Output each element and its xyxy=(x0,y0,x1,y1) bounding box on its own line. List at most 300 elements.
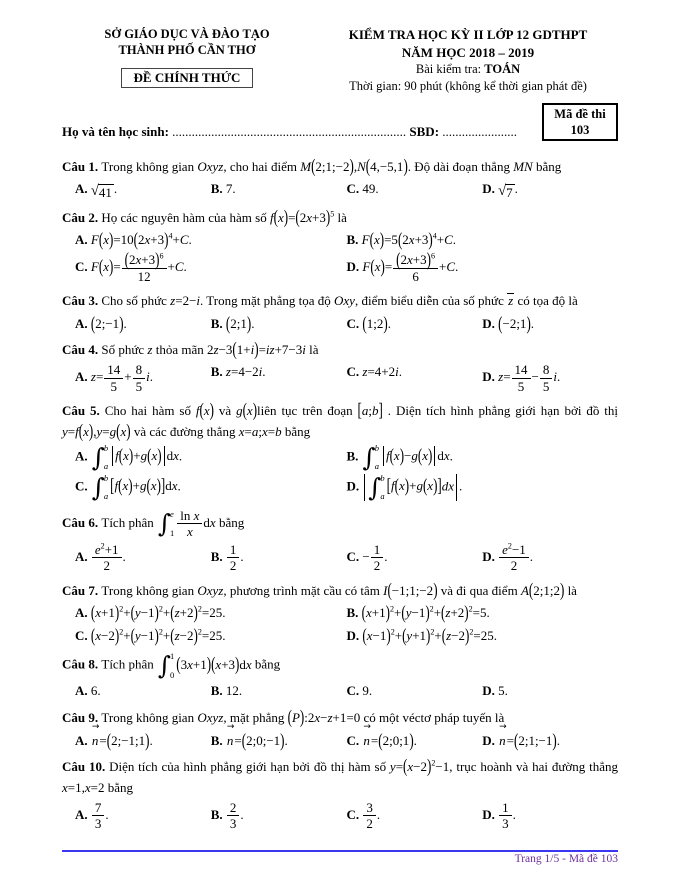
question-number: Câu 2. xyxy=(62,209,102,225)
answer-option: D. → n=(2;1;−1). xyxy=(482,721,560,751)
math-expression: ∫ b a f(x)+g(x) dx xyxy=(91,442,179,472)
bracket-group: (P) xyxy=(287,705,305,728)
answer-option: A. √ 41 . xyxy=(75,181,118,201)
answer-option: C. (1;2). xyxy=(346,311,391,334)
superscript: 2 xyxy=(430,627,435,637)
absolute-value: ∫ b a [f(x)+g(x)]dx xyxy=(364,474,457,501)
answer-option: C. z=4+2i. xyxy=(346,364,402,380)
fraction: $\frac{1}{3}$ xyxy=(499,800,512,832)
fraction: $\frac{3}{2}$ xyxy=(363,800,376,832)
answer-option: B. 12. xyxy=(210,683,243,699)
bracket-group: [f(x)+g(x)] xyxy=(386,474,442,496)
integral: ∫ 1 0 xyxy=(157,651,175,681)
bracket-group: (x) xyxy=(422,474,438,496)
answer-option: B. $\frac{2}{3}$ . xyxy=(210,799,244,832)
bracket-group: (x) xyxy=(116,419,131,442)
header xyxy=(62,26,618,95)
superscript: 2 xyxy=(158,604,163,614)
sbd-dots: ....................... xyxy=(442,124,518,140)
option-letter: A. xyxy=(75,732,91,748)
answer-options xyxy=(62,311,618,334)
math-expression: ∫ e 1 $\frac{\text{ln x}}{x}$ dx xyxy=(157,507,216,540)
math-expression: z=2−i. xyxy=(170,293,204,309)
option-letter: D. xyxy=(346,627,363,643)
option-letter: A. xyxy=(75,806,91,822)
bracket-group: (2;−1;1) xyxy=(106,729,150,751)
option-letter: D. xyxy=(482,548,499,564)
superscript: 2 xyxy=(390,627,395,637)
answer-options xyxy=(62,603,618,645)
math-expression: (P):2x−z+1=0 xyxy=(287,705,361,728)
bracket-group: (2x+3) xyxy=(133,228,169,250)
answer-option: B. $F(x)=5(2x+3)^4+C$. xyxy=(346,228,457,250)
option-letter: A. xyxy=(75,605,91,621)
bracket-group: [a;b] xyxy=(357,399,383,421)
option-letter: B. xyxy=(346,231,362,247)
integral: ∫ b a xyxy=(91,472,109,502)
bracket-group: (z−2) xyxy=(170,624,198,646)
answer-option: B. z=4−2i. xyxy=(210,364,266,380)
bracket-group: (2x+3) xyxy=(397,228,433,250)
superscript: 2 xyxy=(468,604,473,614)
option-letter: D. xyxy=(346,478,363,494)
bracket-group: (x) xyxy=(146,474,161,496)
option-letter: B. xyxy=(210,683,226,699)
math-expression: g(x) xyxy=(236,399,258,421)
math-expression: x=1,x=2 xyxy=(62,779,105,795)
math-expression: ∫ b a f(x)−g(x) dx xyxy=(362,442,450,472)
question-6 xyxy=(62,508,618,574)
bracket-group: (x−1) xyxy=(362,624,391,646)
answer-option: A. (2;−1). xyxy=(75,311,127,334)
option-letter: A. xyxy=(75,231,91,247)
answer-option: A. $F(x)=10(2x+3)^4+C$. xyxy=(75,228,192,250)
subject-name: TOÁN xyxy=(484,62,521,77)
superscript: 2 xyxy=(431,759,436,769)
option-letter: B. xyxy=(210,315,226,331)
bracket-group: (1+i) xyxy=(232,338,259,360)
answer-option: D. 5. xyxy=(482,683,508,699)
bracket-group: (x+1) xyxy=(361,601,390,623)
bracket-group: (x) xyxy=(118,474,133,496)
question-number: Câu 3. xyxy=(62,293,102,309)
bracket-group: (x) xyxy=(78,419,94,442)
option-letter: C. xyxy=(346,683,363,699)
roman-text: d xyxy=(165,478,172,494)
bracket-group: [f(x)+g(x)] xyxy=(110,474,166,496)
absolute-value: f(x)−g(x) xyxy=(383,446,435,466)
answer-option: C. − $\frac{1}{2}$ . xyxy=(346,541,388,574)
math-expression: $(x+1)^2+(y-1)^2+(z+2)^2=5$ xyxy=(361,601,487,623)
math-expression: Oxyz, xyxy=(197,709,227,725)
math-expression: → n=(2;−1;1) xyxy=(91,721,150,751)
math-expression: $y=(x-2)^2-1$, xyxy=(389,755,453,777)
vector: → n xyxy=(499,721,507,748)
option-letter: C. xyxy=(346,806,363,822)
option-letter: C. xyxy=(346,315,363,331)
bracket-group: (x+3) xyxy=(211,652,240,675)
square-root: √ 7 xyxy=(498,183,513,201)
math-expression: A(2;1;2) xyxy=(520,579,565,601)
bracket-group: (x+1) xyxy=(90,601,120,623)
option-letter: A. xyxy=(75,448,91,464)
exam-subject-line xyxy=(318,61,618,78)
math-expression: $(x-1)^2+(y+1)^2+(z-2)^2=25$ xyxy=(362,624,494,646)
bracket-group: (2;1) xyxy=(225,311,252,334)
exam-title-line2: NĂM HỌC 2018 – 2019 xyxy=(401,44,535,60)
bracket-group: (−2;1) xyxy=(498,311,531,334)
bracket-group: (2;1;−2) xyxy=(311,155,354,177)
math-expression: $F(x)=10(2x+3)^4+C$ xyxy=(90,228,189,250)
answer-options xyxy=(62,444,618,501)
math-expression: → n=(2;1;−1) xyxy=(499,721,557,751)
option-letter: C. xyxy=(346,548,363,564)
bracket-group: (4,−5,1) xyxy=(365,155,408,177)
student-name-dots: ........................................................................ xyxy=(172,124,407,140)
math-expression: z=4+2i xyxy=(362,364,399,380)
question-10 xyxy=(62,757,618,831)
superscript: 2 xyxy=(507,541,512,551)
option-letter: C. xyxy=(346,732,363,748)
bracket-group: (x−2) xyxy=(403,755,432,777)
math-expression: MN xyxy=(513,159,533,175)
fraction: $\frac{8}{5}$ xyxy=(540,362,553,394)
student-name-line xyxy=(62,124,533,141)
option-letter: B. xyxy=(346,448,362,464)
bracket-group: (2;0;1) xyxy=(378,729,414,751)
student-info-row xyxy=(62,103,618,142)
superscript: 2 xyxy=(197,627,202,637)
integral: ∫ b a xyxy=(91,442,109,472)
question-number: Câu 1. xyxy=(62,159,102,175)
question-number: Câu 4. xyxy=(62,342,102,358)
question-text: Câu 7. Trong không gian Oxyz, phương trình mặt cầu có tâm I(−1;1;−2) và đi qua điểm A(2;1;2) là xyxy=(62,579,577,601)
roman-text: d xyxy=(239,656,246,672)
bracket-group: (y−1) xyxy=(401,601,430,623)
bracket-group: (z+2) xyxy=(441,601,469,623)
answer-option: C. F(x)= $\frac{(2x+3)^6}{12}$ +C. xyxy=(75,248,187,284)
answer-option: D. (−2;1). xyxy=(482,311,535,334)
option-letter: B. xyxy=(210,806,226,822)
option-letter: A. xyxy=(75,548,91,564)
answer-option: B. ∫ b a f(x)−g(x) dx. xyxy=(346,442,453,472)
bracket-group: (1;2) xyxy=(362,311,388,334)
math-expression xyxy=(91,799,106,832)
integral: ∫ e 1 xyxy=(157,509,175,539)
fraction: $\frac{\text{ln x}}{x}$ xyxy=(177,508,202,540)
answer-option: D. √ 7 . xyxy=(482,181,518,201)
bracket-group: (x−2) xyxy=(90,624,120,646)
math-expression: Oxy, xyxy=(334,293,359,309)
option-letter: C. xyxy=(346,364,363,380)
answer-option: C. $(x-2)^2+(y-1)^2+(z-2)^2=25$. xyxy=(75,624,226,646)
option-letter: C. xyxy=(75,478,91,494)
superscript: 2 xyxy=(119,604,124,614)
question-text: Câu 5. Cho hai hàm số f(x) và g(x)liên tục trên đoạn [a;b] . Diện tích hình phẳng giới hạn bởi đồ thị y=f(x),y=g(x) và các đường thẳng x=a;x=b bằng xyxy=(62,399,618,442)
math-expression xyxy=(498,799,513,832)
vector: → n xyxy=(226,721,235,748)
exam-code-box xyxy=(542,103,618,142)
math-expression xyxy=(226,799,241,832)
superscript: 4 xyxy=(168,231,173,241)
math-expression: Oxyz, xyxy=(197,159,227,175)
fraction: $\frac{8}{5}$ xyxy=(133,362,146,394)
bracket-group: (x) xyxy=(369,228,385,250)
conjugate-bar: z xyxy=(508,293,514,309)
question-text: Câu 9. Trong không gian Oxyz, mặt phẳng (P):2x−z+1=0 có một véctơ pháp tuyến là xyxy=(62,705,505,728)
question-text: Câu 3. Cho số phức z=2−i. Trong mặt phẳng tọa độ Oxy, điểm biểu diễn của số phức z có tọa độ là xyxy=(62,293,578,309)
answer-option: B. (2;1). xyxy=(210,311,255,334)
footer xyxy=(62,850,618,865)
math-expression: $F(x)=5(2x+3)^4+C$ xyxy=(361,228,453,250)
exam-duration: Thời gian: 90 phút (không kể thời gian phát đề) xyxy=(349,78,587,93)
math-expression: z xyxy=(147,342,153,358)
math-expression: x=a;x=b xyxy=(238,423,282,439)
math-expression: z=4−2i xyxy=(225,364,263,380)
department-line2: THÀNH PHỐ CẦN THƠ xyxy=(118,43,256,58)
superscript: 5 xyxy=(330,209,335,219)
superscript: 2 xyxy=(469,627,474,637)
option-letter: A. xyxy=(75,683,91,699)
student-name-label: Họ và tên học sinh: xyxy=(62,124,173,140)
fraction: $\frac{7}{3}$ xyxy=(92,800,105,832)
fraction: $\frac{e^2+1}{2}$ xyxy=(92,542,122,574)
bracket-group: (x) xyxy=(370,255,385,277)
roman-text: d xyxy=(437,448,444,464)
math-expression xyxy=(357,399,383,421)
question-5 xyxy=(62,401,618,500)
answer-option: A. 6. xyxy=(75,683,101,699)
bracket-group: (2;−1) xyxy=(90,311,124,334)
answer-options xyxy=(62,721,618,751)
option-letter: D. xyxy=(482,732,499,748)
superscript: 2 xyxy=(119,627,124,637)
department-line1: SỞ GIÁO DỤC VÀ ĐÀO TẠO xyxy=(104,27,270,41)
math-expression: z= $\frac{14}{5}$ + $\frac{8}{5}$ i xyxy=(90,362,150,394)
math-expression: $(x+1)^2+(y-1)^2+(z+2)^2=25$ xyxy=(90,601,223,623)
fraction: $\frac{(2x+3)^6}{12}$ xyxy=(122,252,167,284)
answer-option: D. $\frac{e^2-1}{2}$ . xyxy=(482,541,534,574)
question-3 xyxy=(62,291,618,333)
bracket-group: (2x+3) xyxy=(124,248,160,270)
bracket-group: (x) xyxy=(417,444,433,466)
option-letter: D. xyxy=(346,259,363,275)
answer-option: A. → n=(2;−1;1). xyxy=(75,721,153,751)
question-text: Câu 1. Trong không gian Oxyz, cho hai điểm M(2;1;−2),N(4,−5,1). Độ dài đoạn thẳng MN bằng xyxy=(62,155,562,177)
question-text: Câu 2. Họ các nguyên hàm của hàm số $f(x)=(2x+3)^5$ là xyxy=(62,205,347,228)
option-letter: D. xyxy=(482,806,499,822)
fraction: $\frac{(2x+3)^6}{6}$ xyxy=(393,252,438,284)
answer-options xyxy=(62,179,618,200)
math-expression xyxy=(507,293,514,308)
math-expression: y=f(x),y=g(x) xyxy=(62,419,131,442)
roman-text: ln xyxy=(180,507,191,523)
exam-title-block xyxy=(318,26,618,95)
exam-code-label: Mã đề thi xyxy=(554,106,606,121)
fraction: $\frac{2}{3}$ xyxy=(227,800,240,832)
math-expression xyxy=(362,799,377,832)
math-expression: z= $\frac{14}{5}$ − $\frac{8}{5}$ i xyxy=(498,362,558,394)
math-expression: ∫ 1 0 (3x+1)(x+3)dx xyxy=(157,651,252,681)
question-text: Câu 6. Tích phân ∫ e 1 $\frac{\text{ln x}}{x}$ dx bằng xyxy=(62,507,245,540)
math-expression: $f(x)=(2x+3)^5$ xyxy=(269,205,335,228)
math-expression: → n=(2;0;−1) xyxy=(226,721,285,751)
question-text: Câu 4. Số phức z thỏa mãn 2z−3(1+i)=iz+7−3i là xyxy=(62,338,319,360)
questions xyxy=(62,157,618,831)
answer-option: A. $(x+1)^2+(y-1)^2+(z+2)^2=25$. xyxy=(75,601,226,623)
option-letter: C. xyxy=(346,181,363,197)
answer-option: C. 49. xyxy=(346,181,379,197)
math-expression: ∫ b a [f(x)+g(x)]dx xyxy=(91,472,178,502)
vector: → n xyxy=(363,721,371,748)
question-9 xyxy=(62,705,618,751)
math-expression: → n=(2;0;1) xyxy=(363,721,414,751)
bracket-group: (z−2) xyxy=(441,624,470,646)
bracket-group: (x) xyxy=(394,474,410,496)
question-8 xyxy=(62,652,618,701)
option-letter: A. xyxy=(75,315,91,331)
math-expression xyxy=(498,181,514,201)
bracket-group: (y−1) xyxy=(130,624,159,646)
math-expression: M(2;1;−2),N(4,−5,1) xyxy=(300,155,408,177)
answer-option: A. $\frac{e^2+1}{2}$ . xyxy=(75,541,126,574)
option-letter: A. xyxy=(75,369,91,385)
math-expression: I(−1;1;−2) xyxy=(383,579,438,601)
vector: → n xyxy=(91,721,100,748)
question-number: Câu 9. xyxy=(62,709,102,725)
answer-option: C. $\frac{3}{2}$ . xyxy=(346,799,381,832)
bracket-group: (x) xyxy=(147,444,162,466)
answer-option: A. ∫ b a f(x)+g(x) dx. xyxy=(75,442,183,472)
page-number: Trang 1/5 - Mã đề 103 xyxy=(514,853,618,865)
footer-divider xyxy=(62,850,618,852)
question-text: Câu 10. Diện tích của hình phẳng giới hạn bởi đồ thị hàm số $y=(x-2)^2-1$, trục hoành và hai đường thẳng x=1,x=2 bằng xyxy=(62,755,618,795)
bracket-group: (x) xyxy=(199,399,214,421)
question-text: Câu 8. Tích phân ∫ 1 0 (3x+1)(x+3)dx bằng xyxy=(62,651,281,681)
official-exam-box: ĐỀ CHÍNH THỨC xyxy=(121,68,254,89)
math-expression xyxy=(226,541,241,574)
answer-option: A. $\frac{7}{3}$ . xyxy=(75,799,109,832)
answer-option: C. → n=(2;0;1). xyxy=(346,721,417,751)
superscript: 2 xyxy=(158,627,163,637)
answer-option: B. 7. xyxy=(210,181,236,197)
bracket-group: (x) xyxy=(242,399,258,421)
fraction: $\frac{1}{2}$ xyxy=(227,542,240,574)
question-2 xyxy=(62,205,618,285)
answer-option: B. → n=(2;0;−1). xyxy=(210,721,288,751)
bracket-group: (2x+3) xyxy=(295,205,331,228)
question-number: Câu 10. xyxy=(62,759,110,775)
superscript: 6 xyxy=(159,251,164,261)
question-number: Câu 7. xyxy=(62,583,102,599)
superscript: 6 xyxy=(430,251,435,261)
question-4 xyxy=(62,340,618,394)
bracket-group: (x) xyxy=(273,205,289,228)
bracket-group: (x) xyxy=(118,444,134,466)
question-number: Câu 6. xyxy=(62,514,102,530)
answer-options xyxy=(62,681,618,701)
square-root: √ 41 xyxy=(90,183,112,201)
option-letter: B. xyxy=(210,364,226,380)
answer-option: D. ∫ b a [f(x)+g(x)]dx . xyxy=(346,472,463,502)
answer-option: B. $\frac{1}{2}$ . xyxy=(210,541,244,574)
option-letter: B. xyxy=(210,732,226,748)
roman-text: d xyxy=(166,448,174,464)
option-letter: D. xyxy=(482,315,499,331)
answer-options xyxy=(62,230,618,285)
fraction: $\frac{e^2-1}{2}$ xyxy=(499,542,529,574)
roman-text: d xyxy=(203,514,210,530)
answer-options xyxy=(62,362,618,394)
integral: ∫ b a xyxy=(368,472,385,502)
answer-option: D. $\frac{1}{3}$ . xyxy=(482,799,516,832)
answer-options xyxy=(62,542,618,574)
option-letter: C. xyxy=(75,259,91,275)
bracket-group: (2x+3) xyxy=(396,248,431,270)
option-letter: B. xyxy=(346,605,362,621)
superscript: 2 xyxy=(100,541,105,551)
department-block xyxy=(62,26,312,95)
math-expression: F(x)= $\frac{(2x+3)^6}{6}$ +C xyxy=(362,248,456,284)
question-number: Câu 5. xyxy=(62,403,105,419)
exam-title-line1: KIỂM TRA HỌC KỲ II LỚP 12 GDTHPT xyxy=(348,27,588,42)
bracket-group: (x) xyxy=(98,255,114,277)
math-expression: f(x) xyxy=(195,399,214,421)
question-7 xyxy=(62,581,618,645)
question-number: Câu 8. xyxy=(62,656,102,672)
fraction: $\frac{14}{5}$ xyxy=(512,362,531,394)
question-1 xyxy=(62,157,618,200)
absolute-value: f(x)+g(x) xyxy=(112,446,164,466)
fraction: $\frac{14}{5}$ xyxy=(104,362,123,394)
answer-option: C. ∫ b a [f(x)+g(x)]dx. xyxy=(75,472,181,502)
fraction: $\frac{1}{2}$ xyxy=(371,542,384,574)
option-letter: B. xyxy=(210,548,226,564)
integral: ∫ b a xyxy=(362,442,379,472)
sbd-label: SBD: xyxy=(409,124,443,140)
superscript: 2 xyxy=(389,604,395,614)
answer-option: C. 9. xyxy=(346,683,373,699)
math-expression: $(x-2)^2+(y-1)^2+(z-2)^2=25$ xyxy=(90,624,223,646)
option-letter: D. xyxy=(482,181,499,197)
option-letter: D. xyxy=(482,683,499,699)
bracket-group: (−1;1;−2) xyxy=(387,579,438,601)
bracket-group: (x) xyxy=(389,444,405,466)
math-expression: − $\frac{1}{2}$ xyxy=(362,549,384,564)
answer-option: D. $(x-1)^2+(y+1)^2+(z-2)^2=25$. xyxy=(346,624,497,646)
superscript: 2 xyxy=(429,604,434,614)
option-letter: C. xyxy=(75,627,91,643)
math-expression: Oxyz, xyxy=(197,583,227,599)
bracket-group: (y−1) xyxy=(130,601,159,623)
answer-option: D. z= $\frac{14}{5}$ − $\frac{8}{5}$ i. xyxy=(482,362,561,394)
bracket-group: (x) xyxy=(98,228,114,250)
answer-option: B. $(x+1)^2+(y-1)^2+(z+2)^2=5$. xyxy=(346,601,490,623)
answer-option: A. z= $\frac{14}{5}$ + $\frac{8}{5}$ i. xyxy=(75,362,154,394)
bracket-group: (2;1;−1) xyxy=(513,729,557,751)
subject-prefix: Bài kiểm tra: xyxy=(415,62,485,77)
exam-code-value: 103 xyxy=(570,123,590,138)
bracket-group: (2;0;−1) xyxy=(241,729,285,751)
bracket-group: (z+2) xyxy=(170,601,198,623)
option-letter: B. xyxy=(210,181,226,197)
math-expression: 2z−3(1+i)=iz+7−3i xyxy=(207,338,306,360)
answer-options xyxy=(62,800,618,832)
bracket-group: (3x+1) xyxy=(176,652,212,675)
bracket-group: (2;1;2) xyxy=(528,579,565,601)
option-letter: D. xyxy=(482,369,499,385)
answer-option: D. F(x)= $\frac{(2x+3)^6}{6}$ +C. xyxy=(346,248,459,284)
